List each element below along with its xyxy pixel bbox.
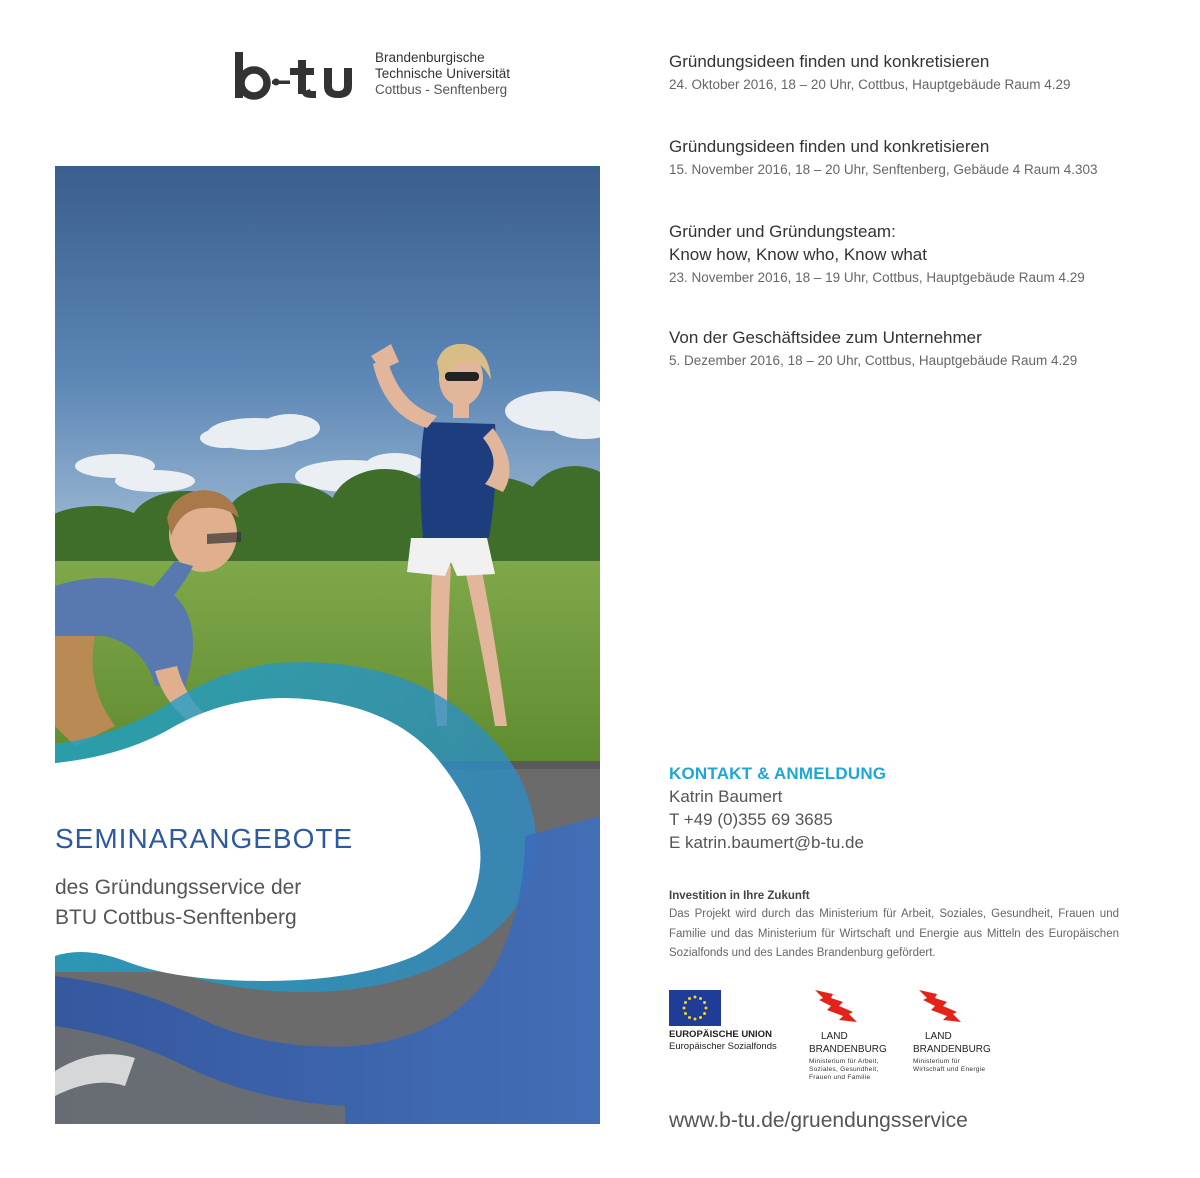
event-title-line-2: Know how, Know who, Know what [669,245,927,264]
cover-subtitle-line-2: BTU Cottbus-Senftenberg [55,906,297,929]
logo-line-1: Brandenburgische [375,50,485,65]
contact-phone: T +49 (0)355 69 3685 [669,810,833,829]
event-item [669,50,1071,94]
event-title: Gründungsideen finden und konkretisieren [669,137,990,156]
cover-scene [55,166,600,1124]
bb2-name-line-2: BRANDENBURG [913,1044,991,1055]
event-meta: 24. Oktober 2016, 18 – 20 Uhr, Cottbus, Hauptgebäude Raum 4.29 [669,77,1071,92]
event-title-line-1: Gründer und Gründungsteam: [669,222,896,241]
cover-subtitle-line-1: des Gründungsservice der [55,876,302,899]
eu-flag-icon [669,990,721,1026]
logo-line-2: Technische Universität [375,66,511,81]
contact-heading: KONTAKT & ANMELDUNG [669,764,887,783]
contact-block [669,764,1129,854]
funding-block [669,890,1119,964]
bb1-name-line-1: LAND [821,1031,848,1042]
bb1-name-line-2: BRANDENBURG [809,1044,887,1055]
esf-label: Europäischer Sozialfonds [669,1041,777,1052]
eu-label: EUROPÄISCHE UNION [669,1029,772,1040]
brandenburg-logo-economy [913,988,1003,1074]
contact-name: Katrin Baumert [669,787,783,806]
event-title: Gründungsideen finden und konkretisieren [669,52,990,71]
bb2-name-line-1: LAND [925,1031,952,1042]
brandenburg-logo-labour [809,988,899,1082]
event-item [669,220,1085,287]
cover-subtitle [55,873,301,933]
event-item [669,135,1098,179]
funding-text: Das Projekt wird durch das Ministerium für Arbeit, Soziales, Gesundheit, Frauen und Familie und das Ministerium für Wirtschaft und Energie aus Mitteln des Europäischen Sozialfonds und des Landes Brandenburg gefördert. [669,908,1119,959]
funding-heading: Investition in Ihre Zukunft [669,890,810,902]
event-meta: 23. November 2016, 18 – 19 Uhr, Cottbus, Hauptgebäude Raum 4.29 [669,270,1085,285]
cover-title: SEMINARANGEBOTE [55,823,354,854]
event-item [669,326,1077,370]
event-title: Von der Geschäftsidee zum Unternehmer [669,328,982,347]
btu-logo [232,46,532,106]
brandenburg-eagle-icon [809,988,863,1024]
btu-logo-mark [232,46,362,106]
event-meta: 15. November 2016, 18 – 20 Uhr, Senftenberg, Gebäude 4 Raum 4.303 [669,162,1098,177]
event-meta: 5. Dezember 2016, 18 – 20 Uhr, Cottbus, Hauptgebäude Raum 4.29 [669,353,1078,368]
sponsor-logos [669,988,999,1088]
logo-line-3: Cottbus - Senftenberg [375,82,508,97]
website-link[interactable]: www.b-tu.de/gruendungsservice [669,1109,968,1132]
brandenburg-eagle-icon [913,988,967,1024]
bb1-ministry: Ministerium für Arbeit, Soziales, Gesundheit, Frauen und Familie [809,1058,879,1081]
cover-photo [55,166,600,1124]
contact-email[interactable]: E katrin.baumert@b-tu.de [669,833,864,852]
bb2-ministry: Ministerium für Wirtschaft und Energie [913,1058,986,1073]
